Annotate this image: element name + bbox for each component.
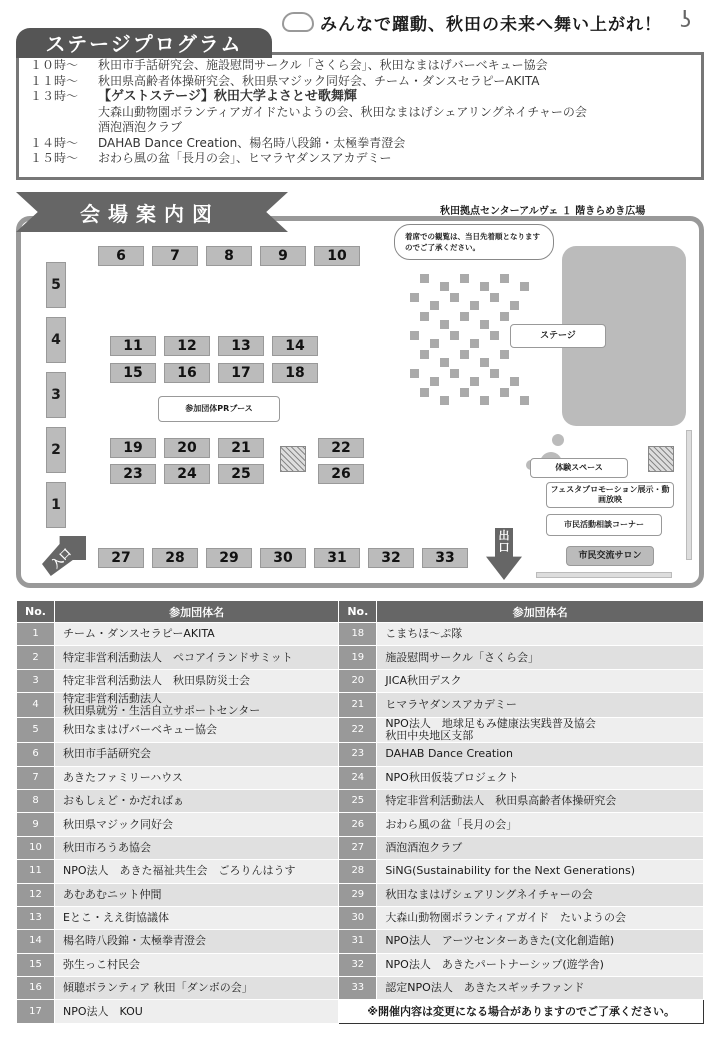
program-text: 【ゲストステージ】秋田大学よさとせ歌舞輝 <box>98 89 357 104</box>
row-number: 1 <box>17 623 55 646</box>
organization-name: おもしぇど・かだればぁ <box>55 789 339 812</box>
seat <box>490 293 499 302</box>
seat <box>510 377 519 386</box>
seat <box>470 377 479 386</box>
organization-name: Eとこ・ええ街協議体 <box>55 906 339 929</box>
organization-name: NPO法人 地球足もみ健康法実践普及協会 秋田中央地区支部 <box>377 718 704 743</box>
seat <box>520 282 529 291</box>
row-number: 3 <box>17 669 55 692</box>
row-number: 33 <box>339 977 377 1000</box>
booth-19: 19 <box>110 438 156 458</box>
organization-name: 秋田県マジック同好会 <box>55 813 339 836</box>
seat <box>480 396 489 405</box>
seat <box>430 301 439 310</box>
seat <box>460 388 469 397</box>
organization-name: JICA秋田デスク <box>377 669 704 692</box>
row-number: 20 <box>339 669 377 692</box>
row-number: 12 <box>17 883 55 906</box>
seat <box>410 369 419 378</box>
organization-name: 施設慰問サークル「さくら会」 <box>377 646 704 669</box>
seat <box>520 396 529 405</box>
seat <box>450 331 459 340</box>
hatched-area <box>280 446 306 472</box>
seat <box>460 312 469 321</box>
table-row <box>17 930 704 953</box>
program-text: 大森山動物園ボランティアガイドたいようの会、秋田なまはげシェアリングネイチャーの会 <box>98 104 587 119</box>
organization-name: ヒマラヤダンスアカデミー <box>377 693 704 718</box>
seat <box>480 282 489 291</box>
row-number: 29 <box>339 883 377 906</box>
seat <box>500 350 509 359</box>
organization-name: NPO法人 アーツセンターあきた(文化創造館) <box>377 930 704 953</box>
seat <box>420 388 429 397</box>
experience-space-label: 体験スペース <box>530 458 628 478</box>
notice: ※開催内容は変更になる場合がありますのでご了承ください。 <box>339 1000 704 1023</box>
citizen-salon-label: 市民交流サロン <box>566 546 654 566</box>
row-number: 6 <box>17 743 55 766</box>
seat <box>440 282 449 291</box>
table-row <box>17 860 704 883</box>
booth-18: 18 <box>272 363 318 383</box>
table-row <box>17 693 704 718</box>
table-row <box>17 789 704 812</box>
table-row <box>17 718 704 743</box>
booth-2: 2 <box>46 427 66 473</box>
header-no: No. <box>17 601 55 623</box>
seat <box>420 312 429 321</box>
seat <box>440 396 449 405</box>
organization-name: こまちほ～ぷ隊 <box>377 623 704 646</box>
program-row <box>30 58 587 74</box>
booth-33: 33 <box>422 548 468 568</box>
organization-name: 特定非営利活動法人 ペコアイランドサミット <box>55 646 339 669</box>
organization-name: 大森山動物園ボランティアガイド たいようの会 <box>377 906 704 929</box>
cloud-icon <box>282 12 314 32</box>
table-row <box>17 883 704 906</box>
booth-3: 3 <box>46 372 66 418</box>
table-row <box>17 623 704 646</box>
program-text: 酒泡酒泡クラブ <box>98 120 183 134</box>
booth-28: 28 <box>152 548 198 568</box>
stage-program-title: ステージプログラム <box>16 28 272 58</box>
seat <box>460 350 469 359</box>
organization-name: あきたファミリーハウス <box>55 766 339 789</box>
table-row <box>17 906 704 929</box>
seat <box>410 293 419 302</box>
row-number: 28 <box>339 860 377 883</box>
booth-5: 5 <box>46 262 66 308</box>
program-time <box>30 105 98 121</box>
stage-program-list <box>30 58 587 167</box>
program-row <box>30 74 587 90</box>
map-title: 会場案内図 <box>80 202 220 226</box>
program-row <box>30 151 587 167</box>
organization-name: 特定非営利活動法人 秋田県防災士会 <box>55 669 339 692</box>
seat <box>470 301 479 310</box>
organization-name: 認定NPO法人 あきたスギッチファンド <box>377 977 704 1000</box>
exit-label: 出口 <box>498 529 510 554</box>
booth-32: 32 <box>368 548 414 568</box>
pr-booth-label: 参加団体PRブース <box>158 396 280 422</box>
organization-name: 傾聴ボランティア 秋田「ダンボの会」 <box>55 977 339 1000</box>
seating-note: 着席での観覧は、当日先着順となりますのでご了承ください。 <box>394 224 554 260</box>
row-number: 8 <box>17 789 55 812</box>
row-number: 14 <box>17 930 55 953</box>
swirl-icon: ʖ <box>680 8 692 33</box>
program-row <box>30 89 587 105</box>
program-text: DAHAB Dance Creation、楊名時八段錦・太極拳青澄会 <box>98 135 406 150</box>
program-time <box>30 120 98 136</box>
header-name: 参加団体名 <box>377 601 704 623</box>
booth-9: 9 <box>260 246 306 266</box>
decoration-dot <box>552 434 564 446</box>
seat <box>480 320 489 329</box>
booth-29: 29 <box>206 548 252 568</box>
program-row <box>30 105 587 121</box>
seat <box>500 388 509 397</box>
organization-name: DAHAB Dance Creation <box>377 743 704 766</box>
table-row <box>17 1000 704 1023</box>
seat <box>510 301 519 310</box>
booth-10: 10 <box>314 246 360 266</box>
seat <box>410 331 419 340</box>
header-no: No. <box>339 601 377 623</box>
booth-15: 15 <box>110 363 156 383</box>
row-number: 2 <box>17 646 55 669</box>
organization-name: 特定非営利活動法人 秋田県高齢者体操研究会 <box>377 789 704 812</box>
table-row <box>17 646 704 669</box>
row-number: 24 <box>339 766 377 789</box>
table-row <box>17 836 704 859</box>
table-row <box>17 669 704 692</box>
seat <box>420 274 429 283</box>
organization-name: NPO秋田仮装プロジェクト <box>377 766 704 789</box>
booth-1: 1 <box>46 482 66 528</box>
entrance-label: 入口 <box>48 545 74 571</box>
seat <box>440 358 449 367</box>
organization-name: 酒泡酒泡クラブ <box>377 836 704 859</box>
program-time: １３時～ <box>30 89 79 103</box>
booth-11: 11 <box>110 336 156 356</box>
booth-16: 16 <box>164 363 210 383</box>
row-number: 23 <box>339 743 377 766</box>
organization-name: NPO法人 あきた福祉共生会 ごろりんはうす <box>55 860 339 883</box>
row-number: 26 <box>339 813 377 836</box>
booth-21: 21 <box>218 438 264 458</box>
row-number: 10 <box>17 836 55 859</box>
seat <box>450 369 459 378</box>
organization-name: 秋田市ろうあ協会 <box>55 836 339 859</box>
table-row <box>17 977 704 1000</box>
organization-name: NPO法人 あきたパートナーシップ(遊学舎) <box>377 953 704 976</box>
table-row <box>17 953 704 976</box>
stage-label: ステージ <box>510 324 606 348</box>
row-number: 30 <box>339 906 377 929</box>
booth-7: 7 <box>152 246 198 266</box>
row-number: 15 <box>17 953 55 976</box>
hatched-area <box>648 446 674 472</box>
row-number: 5 <box>17 718 55 743</box>
row-number: 25 <box>339 789 377 812</box>
organization-name: 秋田市手話研究会 <box>55 743 339 766</box>
seat <box>430 377 439 386</box>
organization-name: 秋田なまはげバーベキュー協会 <box>55 718 339 743</box>
seat <box>420 350 429 359</box>
seat <box>490 331 499 340</box>
organization-name: 特定非営利活動法人 秋田県就労・生活自立サポートセンター <box>55 693 339 718</box>
program-time: １５時～ <box>30 151 79 165</box>
row-number: 18 <box>339 623 377 646</box>
row-number: 16 <box>17 977 55 1000</box>
booth-22: 22 <box>318 438 364 458</box>
festa-promotion-label: フェスタプロモーション展示・動画放映 <box>546 482 674 508</box>
booth-6: 6 <box>98 246 144 266</box>
booth-8: 8 <box>206 246 252 266</box>
organization-name: あむあむニット仲間 <box>55 883 339 906</box>
organization-name: 弥生っこ村民会 <box>55 953 339 976</box>
organization-name: NPO法人 KOU <box>55 1000 339 1023</box>
row-number: 4 <box>17 693 55 718</box>
organization-name: SiNG(Sustainability for the Next Generations) <box>377 860 704 883</box>
row-number: 31 <box>339 930 377 953</box>
counter-bar <box>536 572 672 578</box>
booth-17: 17 <box>218 363 264 383</box>
row-number: 17 <box>17 1000 55 1023</box>
venue-name: 秋田拠点センターアルヴェ １ 階きらめき広場 <box>440 206 646 217</box>
seat <box>490 369 499 378</box>
header-name: 参加団体名 <box>55 601 339 623</box>
program-row <box>30 120 587 136</box>
row-number: 13 <box>17 906 55 929</box>
participants-table <box>16 600 704 1024</box>
counter-bar <box>686 430 692 560</box>
consultation-corner-label: 市民活動相談コーナー <box>546 514 662 536</box>
seat <box>500 312 509 321</box>
row-number: 22 <box>339 718 377 743</box>
row-number: 32 <box>339 953 377 976</box>
booth-25: 25 <box>218 464 264 484</box>
booth-24: 24 <box>164 464 210 484</box>
booth-31: 31 <box>314 548 360 568</box>
booth-20: 20 <box>164 438 210 458</box>
program-text: おわら風の盆「長月の会」、ヒマラヤダンスアカデミー <box>98 151 392 165</box>
booth-12: 12 <box>164 336 210 356</box>
row-number: 11 <box>17 860 55 883</box>
seat <box>480 358 489 367</box>
seat <box>460 274 469 283</box>
booth-14: 14 <box>272 336 318 356</box>
booth-23: 23 <box>110 464 156 484</box>
program-row <box>30 136 587 152</box>
organization-name: 楊名時八段錦・太極拳青澄会 <box>55 930 339 953</box>
booth-26: 26 <box>318 464 364 484</box>
booth-27: 27 <box>98 548 144 568</box>
booth-30: 30 <box>260 548 306 568</box>
row-number: 7 <box>17 766 55 789</box>
row-number: 19 <box>339 646 377 669</box>
row-number: 27 <box>339 836 377 859</box>
organization-name: 秋田なまはげシェアリングネイチャーの会 <box>377 883 704 906</box>
table-row <box>17 813 704 836</box>
seat <box>500 274 509 283</box>
seat <box>470 339 479 348</box>
table-row <box>17 743 704 766</box>
booth-13: 13 <box>218 336 264 356</box>
row-number: 9 <box>17 813 55 836</box>
seat <box>440 320 449 329</box>
seat <box>450 293 459 302</box>
organization-name: チーム・ダンスセラピーAKITA <box>55 623 339 646</box>
program-text: 秋田市手話研究会、施設慰問サークル「さくら会」、秋田なまはげバーベキュー協会 <box>98 58 548 72</box>
program-time: １４時～ <box>30 135 79 150</box>
program-text: 秋田県高齢者体操研究会、秋田県マジック同好会、チーム・ダンスセラピーAKITA <box>98 73 540 88</box>
table-row <box>17 766 704 789</box>
row-number: 21 <box>339 693 377 718</box>
program-time: １１時～ <box>30 73 79 88</box>
organization-name: おわら風の盆「長月の会」 <box>377 813 704 836</box>
tagline: みんなで躍動、秋田の未来へ舞い上がれ！ <box>320 15 662 35</box>
program-time: １０時～ <box>30 58 79 72</box>
seat <box>430 339 439 348</box>
booth-4: 4 <box>46 317 66 363</box>
